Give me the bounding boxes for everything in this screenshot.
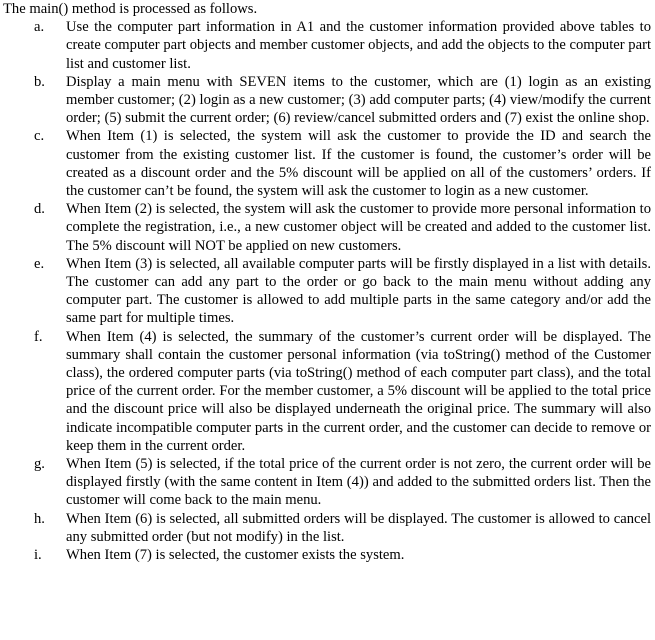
list-item-text: Use the computer part information in A1 and the customer information provided above tables to create computer part objects and member customer objects, and add the objects to the computer part list and customer list. — [66, 19, 651, 72]
list-item-a — [3, 18, 651, 73]
list-item-text: When Item (1) is selected, the system will ask the customer to provide the ID and search the customer from the existing customer list. If the customer is found, the customer’s order will be created as a discount order and the 5% discount will be applied on all of the customers’ orders. If the customer can’t be found, the system will ask the customer to login as a new customer. — [66, 128, 651, 200]
list-item-f — [3, 328, 651, 455]
list-item-e — [3, 255, 651, 328]
list-marker: b. — [34, 73, 45, 90]
list-marker: e. — [34, 255, 45, 272]
list-marker: a. — [34, 19, 45, 36]
list-item-text: When Item (7) is selected, the customer exists the system. — [66, 547, 405, 564]
list-item-b — [3, 73, 651, 128]
list-marker: h. — [34, 510, 45, 527]
list-marker: d. — [34, 201, 45, 218]
list-item-h — [3, 510, 651, 546]
list-marker: i. — [34, 547, 42, 564]
list-item-text: Display a main menu with SEVEN items to the customer, which are (1) login as an existing member customer; (2) login as a new customer; (3) add computer parts; (4) view/modify the current order; (5) submit the current order; (6) review/cancel submitted orders and (7) exist the online shop. — [66, 73, 651, 127]
list-marker: g. — [34, 456, 45, 473]
list-item-i — [3, 546, 651, 564]
list-marker: f. — [34, 328, 43, 345]
list-item-text: When Item (2) is selected, the system will ask the customer to provide more personal information to complete the registration, i.e., a new customer object will be created and added to the customer list. The 5% discount will NOT be applied on new customers. — [66, 201, 651, 254]
list-marker: c. — [34, 128, 45, 145]
list-item-text: When Item (4) is selected, the summary of the customer’s current order will be displayed. The summary shall contain the customer personal information (via toString() method of the Customer class), the ordered computer parts (via toString() method of each computer part class), and the total price of the current order. For the member customer, a 5% discount will be applied to the total price and the discount price will also be displayed underneath the original price. The summary will also indicate incompatible computer parts in the current order, and the customer can decide to remove or keep them in the current order. — [66, 328, 651, 454]
document-body — [3, 0, 651, 564]
intro-paragraph: The main() method is processed as follows. — [3, 1, 258, 17]
list-item-d — [3, 200, 651, 255]
list-item-text: When Item (3) is selected, all available computer parts will be firstly displayed in a list with details. The customer can add any part to the order or go back to the main menu without adding any computer part. The customer is allowed to add multiple parts in the same category and/or add the same part for multiple times. — [66, 255, 651, 327]
list-item-text: When Item (6) is selected, all submitted orders will be displayed. The customer is allowed to cancel any submitted order (but not modify) in the list. — [66, 510, 651, 545]
step-list — [3, 18, 651, 564]
list-item-c — [3, 127, 651, 200]
list-item-text: When Item (5) is selected, if the total price of the current order is not zero, the current order will be displayed firstly (with the same content in Item (4)) and added to the submitted orders list. Then the customer will come back to the main menu. — [66, 456, 651, 509]
list-item-g — [3, 455, 651, 510]
